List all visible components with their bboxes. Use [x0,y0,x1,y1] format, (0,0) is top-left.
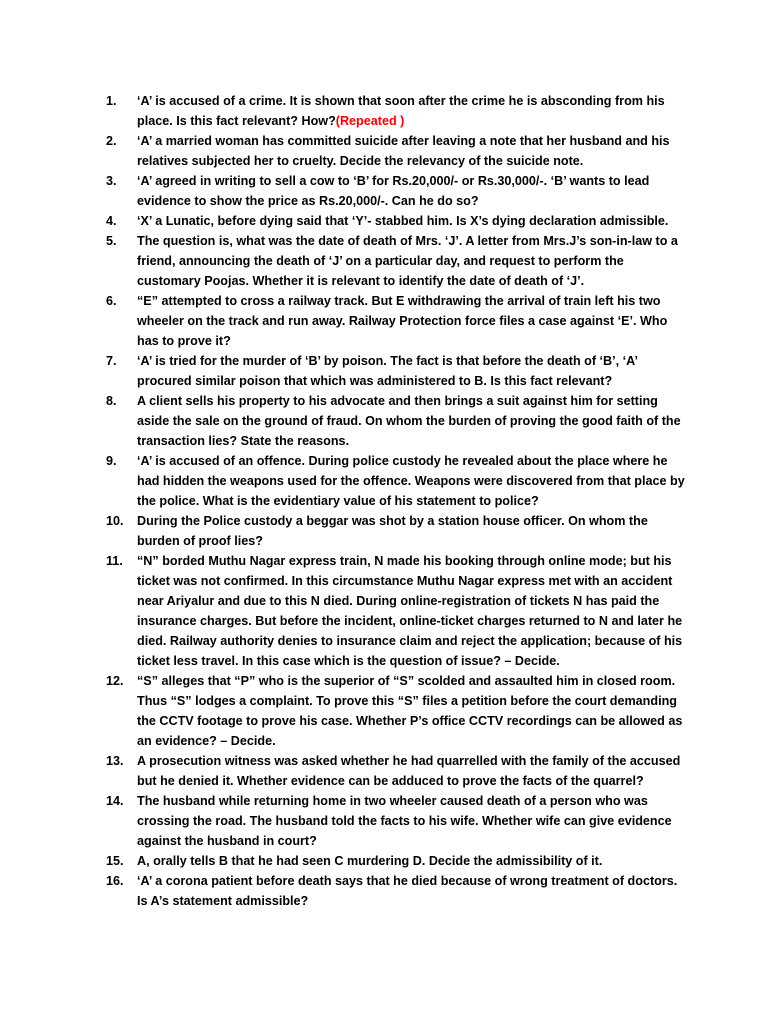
question-item [106,231,686,291]
question-item [106,511,686,551]
question-text: ‘A’ is accused of an offence. During police custody he revealed about the place where he had hidden the weapons used for the offence. Weapons were discovered from that place by the police. What is the evidentiary value of his statement to police? [137,454,685,508]
question-item [106,211,686,231]
question-number: 16. [106,874,124,888]
question-number: 2. [106,134,117,148]
question-text: “S” alleges that “P” who is the superior of “S” scolded and assaulted him in closed room. Thus “S” lodges a complaint. To prove this “S” files a petition before the court demanding the CCTV footage to prove his case. Whether P’s office CCTV recordings can be allowed as an evidence? – Decide. [137,674,683,748]
question-number: 8. [106,394,117,408]
question-item [106,671,686,751]
question-number: 9. [106,454,117,468]
question-text: A client sells his property to his advocate and then brings a suit against him for setting aside the sale on the ground of fraud. On whom the burden of proving the good faith of the transaction lies? State the reasons. [137,394,681,448]
question-number: 3. [106,174,117,188]
question-number: 6. [106,294,117,308]
question-item [106,451,686,511]
question-item [106,91,686,131]
question-item [106,851,686,871]
question-number: 15. [106,854,124,868]
question-number: 7. [106,354,117,368]
question-text: “N” borded Muthu Nagar express train, N made his booking through online mode; but his ticket was not confirmed. In this circumstance Muthu Nagar express met with an accident near Ariyalur and due to this N died. During online-registration of tickets N has paid the insurance charges. But before the incident, online-ticket charges returned to N and later he died. Railway authority denies to insurance claim and reject the application; because of his ticket less travel. In this case which is the question of issue? – Decide. [137,554,683,668]
question-item [106,751,686,791]
question-text: ‘A’ is accused of a crime. It is shown that soon after the crime he is absconding from his place. Is this fact relevant? How? [137,94,665,128]
question-number: 10. [106,514,124,528]
question-item [106,791,686,851]
question-item [106,131,686,171]
question-text: The husband while returning home in two wheeler caused death of a person who was crossing the road. The husband told the facts to his wife. Whether wife can give evidence against the husband in court? [137,794,672,848]
question-text: ‘X’ a Lunatic, before dying said that ‘Y’- stabbed him. Is X’s dying declaration admissible. [137,214,669,228]
repeated-note: (Repeated ) [335,114,405,128]
question-text: “E” attempted to cross a railway track. But E withdrawing the arrival of train left his two wheeler on the track and run away. Railway Protection force files a case against ‘E’. Who has to prove it? [137,294,668,348]
question-text: ‘A’ agreed in writing to sell a cow to ‘B’ for Rs.20,000/- or Rs.30,000/-. ‘B’ wants to lead evidence to show the price as Rs.20,000/-. Can he do so? [137,174,650,208]
question-item [106,551,686,671]
question-text: During the Police custody a beggar was shot by a station house officer. On whom the burden of proof lies? [137,514,648,548]
question-item [106,291,686,351]
question-text: A prosecution witness was asked whether he had quarrelled with the family of the accused but he denied it. Whether evidence can be adduced to prove the facts of the quarrel? [137,754,681,788]
question-number: 1. [106,94,117,108]
question-number: 12. [106,674,124,688]
question-item [106,391,686,451]
question-number: 14. [106,794,124,808]
question-item [106,871,686,911]
question-item [106,171,686,211]
question-text: The question is, what was the date of death of Mrs. ‘J’. A letter from Mrs.J’s son-in-law to a friend, announcing the death of ‘J’ on a particular day, and request to perform the customary Poojas. Whether it is relevant to identify the date of death of ‘J’. [137,234,678,288]
question-number: 4. [106,214,117,228]
question-number: 5. [106,234,117,248]
question-text: ‘A’ a corona patient before death says that he died because of wrong treatment of doctors. Is A’s statement admissible? [137,874,678,908]
question-text: A, orally tells B that he had seen C murdering D. Decide the admissibility of it. [137,854,603,868]
question-text: ‘A’ is tried for the murder of ‘B’ by poison. The fact is that before the death of ‘B’, ‘A’ procured similar poison that which was administered to B. Is this fact relevant? [137,354,638,388]
question-list [106,91,686,911]
question-item [106,351,686,391]
question-text: ‘A’ a married woman has committed suicide after leaving a note that her husband and his relatives subjected her to cruelty. Decide the relevancy of the suicide note. [137,134,670,168]
question-number: 11. [106,554,123,568]
question-number: 13. [106,754,124,768]
